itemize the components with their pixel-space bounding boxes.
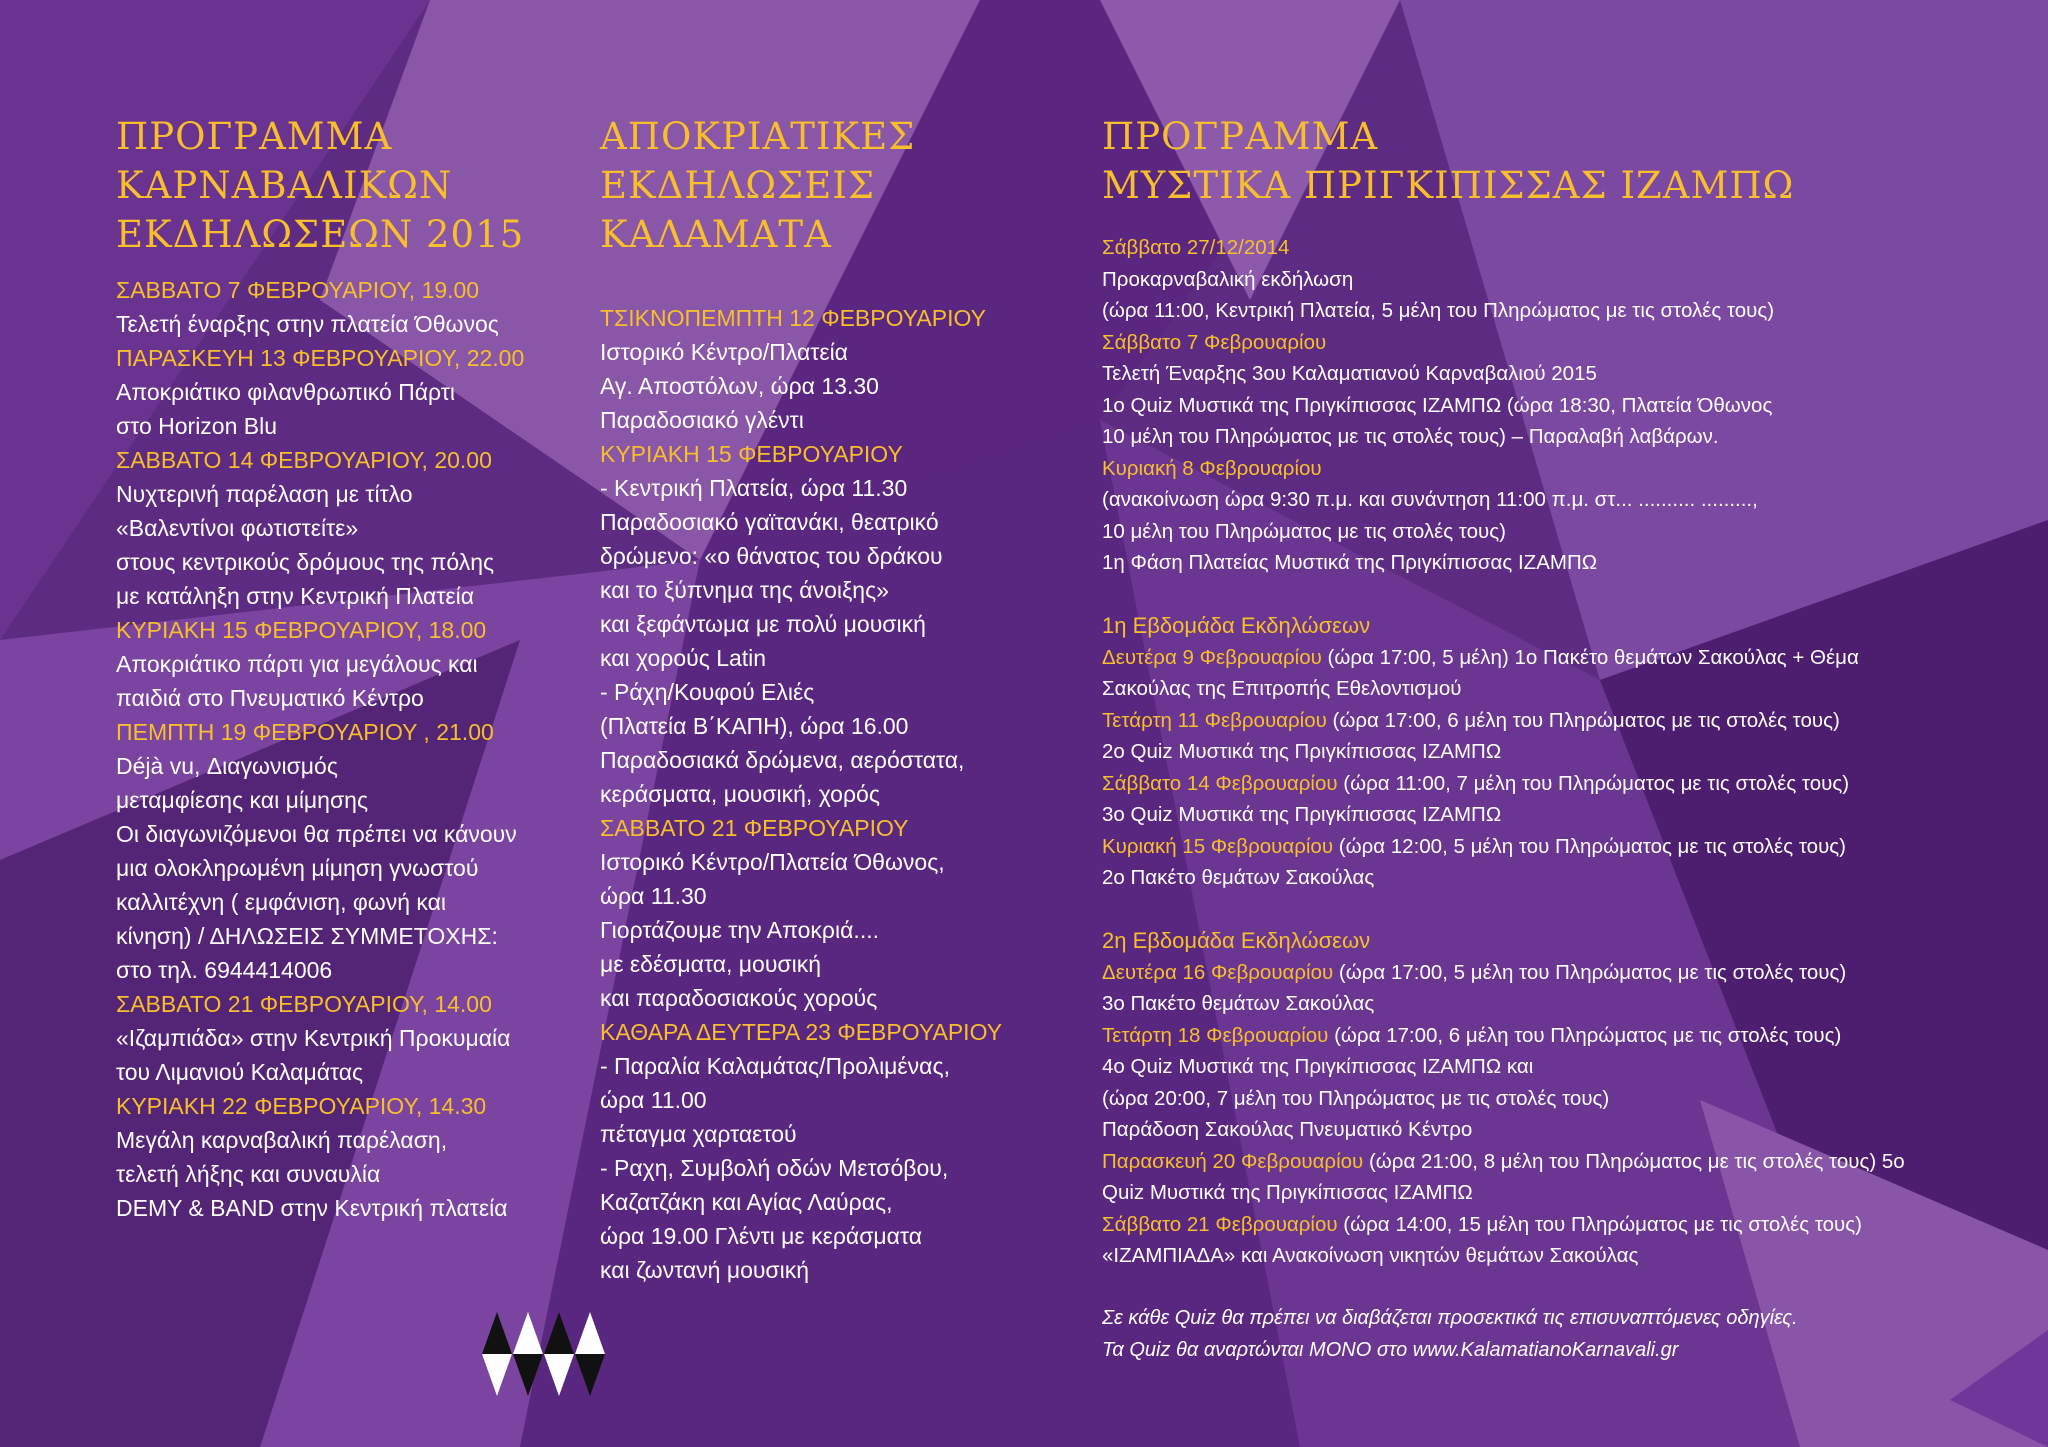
izampo-event-line bbox=[1102, 1114, 2002, 1146]
izampo-event-line bbox=[1102, 988, 2002, 1020]
izampo-event-line bbox=[1102, 1020, 2002, 1052]
izampo-event-line bbox=[1102, 736, 2002, 768]
izampo-event-line bbox=[1102, 390, 2002, 422]
carnival-program-title: ΠΡΟΓΡΑΜΜΑ ΚΑΡΝΑΒΑΛΙΚΩΝ ΕΚΔΗΛΩΣΕΩΝ 2015 bbox=[116, 115, 525, 256]
event-detail-line: στο τηλ. 6944414006 bbox=[116, 957, 333, 983]
event-detail-line: Παραδοσιακό γαϊτανάκι, θεατρικό bbox=[600, 509, 939, 535]
week2-events bbox=[1102, 957, 2002, 1272]
izampo-event-line bbox=[1102, 484, 2002, 516]
izampo-event-line bbox=[1102, 1146, 2002, 1178]
event-date-heading: ΚΑΘΑΡΑ ΔΕΥΤΕΡΑ 23 ΦΕΒΡΟΥΑΡΙΟΥ bbox=[600, 1019, 1003, 1045]
event-detail-line: κίνηση) / ΔΗΛΩΣΕΙΣ ΣΥΜΜΕΤΟΧΗΣ: bbox=[116, 923, 498, 949]
izampo-event-line bbox=[1102, 1240, 2002, 1272]
izampo-event-detail: Τελετή Έναρξης 3ου Καλαματιανού Καρναβαλιού 2015 bbox=[1102, 362, 1597, 385]
event-detail-line: στους κεντρικούς δρόμους της πόλης bbox=[116, 549, 495, 575]
quiz-instructions-note: Σε κάθε Quiz θα πρέπει να διαβάζεται προσεκτικά τις επισυναπτόμενες οδηγίες. bbox=[1102, 1306, 1798, 1329]
carnival-program-list bbox=[116, 273, 576, 1225]
event-detail-line: Déjà vu, Διαγωνισμός bbox=[116, 753, 338, 779]
event-detail-line: Αποκριάτικο φιλανθρωπικό Πάρτι bbox=[116, 379, 455, 405]
izampo-event-detail: (ώρα 17:00, 5 μέλη του Πληρώματος με τις στολές τους) bbox=[1333, 960, 1847, 984]
izampo-event-detail: (ώρα 11:00, 7 μέλη του Πληρώματος με τις στολές τους) bbox=[1337, 771, 1850, 795]
izampo-event-line bbox=[1102, 768, 2002, 800]
izampo-event-line bbox=[1102, 831, 2002, 863]
izampo-event-date: Σάββατο 7 Φεβρουαρίου bbox=[1102, 330, 1327, 354]
event-detail-line: ώρα 19.00 Γλέντι με κεράσματα bbox=[600, 1223, 923, 1249]
izampo-event-line bbox=[1102, 799, 2002, 831]
event-detail-line: Τελετή έναρξης στην πλατεία Όθωνος bbox=[116, 311, 499, 337]
izampo-event-date: Δευτέρα 9 Φεβρουαρίου bbox=[1102, 645, 1322, 669]
izampo-event-detail: 4ο Quiz Μυστικά της Πριγκίπισσας ΙΖΑΜΠΩ και bbox=[1102, 1055, 1534, 1078]
event-detail-line: - Ραχη, Συμβολή οδών Μετσόβου, bbox=[600, 1155, 949, 1181]
izampo-event-line bbox=[1102, 327, 2002, 359]
izampo-event-detail: (ανακοίνωση ώρα 9:30 π.μ. και συνάντηση 11:00 π.μ. στ... .......... ........., bbox=[1102, 488, 1758, 511]
izampo-event-date: Δευτέρα 16 Φεβρουαρίου bbox=[1102, 960, 1334, 984]
event-date-heading: ΚΥΡΙΑΚΗ 15 ΦΕΒΡΟΥΑΡΙΟΥ, 18.00 bbox=[116, 617, 487, 643]
izampo-event-detail: (ώρα 12:00, 5 μέλη του Πληρώματος με τις στολές τους) bbox=[1333, 834, 1846, 858]
event-detail-line: Γιορτάζουμε την Αποκριά.... bbox=[600, 917, 879, 943]
izampo-event-line bbox=[1102, 1083, 2002, 1115]
izampo-program-title: ΠΡΟΓΡΑΜΜΑ ΜΥΣΤΙΚΑ ΠΡΙΓΚΙΠΙΣΣΑΣ ΙΖΑΜΠΩ bbox=[1102, 115, 1795, 207]
event-detail-line: Ιστορικό Κέντρο/Πλατεία Όθωνος, bbox=[600, 849, 945, 875]
izampo-event-date: Κυριακή 15 Φεβρουαρίου bbox=[1102, 834, 1334, 858]
event-detail-line: Παραδοσιακό γλέντι bbox=[600, 407, 804, 433]
event-detail-line: δρώμενο: «ο θάνατος του δράκου bbox=[600, 543, 943, 569]
izampo-event-date: Σάββατο 14 Φεβρουαρίου bbox=[1102, 771, 1338, 795]
event-detail-line: πέταγμα χαρταετού bbox=[600, 1121, 797, 1147]
event-detail-line: Οι διαγωνιζόμενοι θα πρέπει να κάνουν bbox=[116, 821, 517, 847]
izampo-event-detail: (ώρα 21:00, 8 μέλη του Πληρώματος με τις στολές τους) 5ο bbox=[1363, 1149, 1905, 1173]
izampo-event-detail: 2ο Πακέτο θεμάτων Σακούλας bbox=[1102, 866, 1375, 889]
event-date-heading: ΣΑΒΒΑΤΟ 14 ΦΕΒΡΟΥΑΡΙΟΥ, 20.00 bbox=[116, 447, 492, 473]
event-detail-line: DEMY & BAND στην Κεντρική πλατεία bbox=[116, 1195, 508, 1221]
event-detail-line: - Κεντρική Πλατεία, ώρα 11.30 bbox=[600, 475, 908, 501]
kalamata-events-list bbox=[600, 301, 1060, 1287]
event-detail-line: «Βαλεντίνοι φωτιστείτε» bbox=[116, 515, 359, 541]
izampo-event-detail: 3ο Πακέτο θεμάτων Σακούλας bbox=[1102, 992, 1375, 1015]
izampo-event-date: Παρασκευή 20 Φεβρουαρίου bbox=[1102, 1149, 1364, 1173]
izampo-event-detail: 3ο Quiz Μυστικά της Πριγκίπισσας ΙΖΑΜΠΩ bbox=[1102, 803, 1502, 826]
izampo-event-detail: (ώρα 20:00, 7 μέλη του Πληρώματος με τις στολές τους) bbox=[1102, 1086, 1610, 1110]
event-date-heading: ΚΥΡΙΑΚΗ 15 ΦΕΒΡΟΥΑΡΙΟΥ bbox=[600, 441, 903, 467]
izampo-event-line bbox=[1102, 1209, 2002, 1241]
event-date-heading: ΣΑΒΒΑΤΟ 7 ΦΕΒΡΟΥΑΡΙΟΥ, 19.00 bbox=[116, 277, 480, 303]
event-detail-line: - Ράχη/Κουφού Ελιές bbox=[600, 679, 815, 705]
izampo-event-detail: «ΙΖΑΜΠΙΑΔΑ» και Ανακοίνωση νικητών θεμάτων Σακούλας bbox=[1102, 1244, 1639, 1267]
izampo-event-line bbox=[1102, 642, 2002, 674]
izampo-event-line bbox=[1102, 453, 2002, 485]
event-detail-line: μεταμφίεσης και μίμησης bbox=[116, 787, 369, 813]
izampo-event-detail: (ώρα 17:00, 5 μέλη) 1ο Πακέτο θεμάτων Σακούλας + Θέμα bbox=[1321, 645, 1859, 669]
event-detail-line: και παραδοσιακούς χορούς bbox=[600, 985, 878, 1011]
izampo-event-line bbox=[1102, 862, 2002, 894]
event-date-heading: ΠΕΜΠΤΗ 19 ΦΕΒΡΟΥΑΡΙΟΥ , 21.00 bbox=[116, 719, 494, 745]
event-detail-line: στο Horizon Blu bbox=[116, 413, 278, 439]
izampo-event-line bbox=[1102, 516, 2002, 548]
event-detail-line: τελετή λήξης και συναυλία bbox=[116, 1161, 381, 1187]
izampo-event-detail: (ώρα 11:00, Κεντρική Πλατεία, 5 μέλη του Πληρώματος με τις στολές τους) bbox=[1102, 299, 1775, 322]
izampo-event-line bbox=[1102, 957, 2002, 989]
izampo-event-line bbox=[1102, 705, 2002, 737]
izampo-event-date: Κυριακή 8 Φεβρουαρίου bbox=[1102, 456, 1322, 480]
event-date-heading: ΣΑΒΒΑΤΟ 21 ΦΕΒΡΟΥΑΡΙΟΥ bbox=[600, 815, 909, 841]
event-detail-line: (Πλατεία Β΄ΚΑΠΗ), ώρα 16.00 bbox=[600, 713, 909, 739]
izampo-event-detail: (ώρα 14:00, 15 μέλη του Πληρώματος με τις στολές τους) bbox=[1337, 1212, 1862, 1236]
izampo-event-detail: Παράδοση Σακούλας Πνευματικό Κέντρο bbox=[1102, 1118, 1473, 1141]
izampo-event-date: Τετάρτη 11 Φεβρουαρίου bbox=[1102, 708, 1327, 732]
izampo-event-date: Σάββατο 27/12/2014 bbox=[1102, 236, 1290, 259]
event-detail-line: με κατάληξη στην Κεντρική Πλατεία bbox=[116, 583, 475, 609]
event-detail-line: μια ολοκληρωμένη μίμηση γνωστού bbox=[116, 855, 479, 881]
izampo-event-detail: 1ο Quiz Μυστικά της Πριγκίπισσας ΙΖΑΜΠΩ (ώρα 18:30, Πλατεία Όθωνος bbox=[1102, 393, 1773, 417]
izampo-event-detail: 10 μέλη του Πληρώματος με τις στολές τους) bbox=[1102, 519, 1506, 543]
izampo-secrets-column bbox=[1102, 112, 2002, 1366]
izampo-event-detail: 1η Φάση Πλατείας Μυστικά της Πριγκίπισσας ΙΖΑΜΠΩ bbox=[1102, 551, 1598, 574]
event-detail-line: Αγ. Αποστόλων, ώρα 13.30 bbox=[600, 373, 879, 399]
quiz-website-note: Τα Quiz θα αναρτώνται ΜΟΝΟ στο www.KalamatianoKarnavali.gr bbox=[1102, 1338, 1679, 1361]
izampo-event-detail: Quiz Μυστικά της Πριγκίπισσας ΙΖΑΜΠΩ bbox=[1102, 1181, 1473, 1204]
izampo-event-date: Τετάρτη 18 Φεβρουαρίου bbox=[1102, 1023, 1329, 1047]
event-detail-line: - Παραλία Καλαμάτας/Προλιμένας, bbox=[600, 1053, 950, 1079]
izampo-event-line bbox=[1102, 232, 2002, 264]
event-date-heading: ΚΥΡΙΑΚΗ 22 ΦΕΒΡΟΥΑΡΙΟΥ, 14.30 bbox=[116, 1093, 487, 1119]
event-detail-line: ώρα 11.00 bbox=[600, 1087, 707, 1113]
kalamata-events-title: ΑΠΟΚΡΙΑΤΙΚΕΣ ΕΚΔΗΛΩΣΕΙΣ ΚΑΛΑΜΑΤΑ bbox=[600, 115, 916, 256]
event-detail-line: και ξεφάντωμα με πολύ μουσική bbox=[600, 611, 926, 637]
event-detail-line: και χορούς Latin bbox=[600, 645, 767, 671]
izampo-event-detail: (ώρα 17:00, 6 μέλη του Πληρώματος με τις στολές τους) bbox=[1328, 1023, 1842, 1047]
event-date-heading: ΠΑΡΑΣΚΕΥΗ 13 ΦΕΒΡΟΥΑΡΙΟΥ, 22.00 bbox=[116, 345, 525, 371]
carnival-program-column bbox=[116, 112, 576, 1225]
event-detail-line: του Λιμανιού Καλαμάτας bbox=[116, 1059, 364, 1085]
event-detail-line: Μεγάλη καρναβαλική παρέλαση, bbox=[116, 1127, 448, 1153]
izampo-event-line bbox=[1102, 264, 2002, 296]
event-detail-line: και το ξύπνημα της άνοιξης» bbox=[600, 577, 889, 603]
event-detail-line: Αποκριάτικο πάρτι για μεγάλους και bbox=[116, 651, 478, 677]
event-detail-line: «Ιζαμπιάδα» στην Κεντρική Προκυμαία bbox=[116, 1025, 511, 1051]
izampo-event-line bbox=[1102, 547, 2002, 579]
event-detail-line: Παραδοσιακά δρώμενα, αερόστατα, bbox=[600, 747, 965, 773]
event-date-heading: ΣΑΒΒΑΤΟ 21 ΦΕΒΡΟΥΑΡΙΟΥ, 14.00 bbox=[116, 991, 492, 1017]
event-detail-line: και ζωντανή μουσική bbox=[600, 1257, 810, 1283]
izampo-event-line bbox=[1102, 1177, 2002, 1209]
izampo-event-date: Σάββατο 21 Φεβρουαρίου bbox=[1102, 1212, 1338, 1236]
izampo-event-detail: Σακούλας της Επιτροπής Εθελοντισμού bbox=[1102, 677, 1462, 700]
izampo-early-events bbox=[1102, 232, 2002, 579]
week2-heading: 2η Εβδομάδα Εκδηλώσεων bbox=[1102, 927, 1371, 953]
izampo-event-line bbox=[1102, 358, 2002, 390]
izampo-event-line bbox=[1102, 673, 2002, 705]
week1-heading: 1η Εβδομάδα Εκδηλώσεων bbox=[1102, 612, 1371, 638]
event-date-heading: ΤΣΙΚΝΟΠΕΜΠΤΗ 12 ΦΕΒΡΟΥΑΡΙΟΥ bbox=[600, 305, 986, 331]
event-detail-line: ώρα 11.30 bbox=[600, 883, 707, 909]
izampo-event-detail: 2ο Quiz Μυστικά της Πριγκίπισσας ΙΖΑΜΠΩ bbox=[1102, 740, 1502, 763]
event-detail-line: καλλιτέχνη ( εμφάνιση, φωνή και bbox=[116, 889, 447, 915]
izampo-event-line bbox=[1102, 295, 2002, 327]
izampo-event-detail: (ώρα 17:00, 6 μέλη του Πληρώματος με τις στολές τους) bbox=[1326, 708, 1840, 732]
event-detail-line: Καζατζάκη και Αγίας Λαύρας, bbox=[600, 1189, 893, 1215]
izampo-event-detail: Προκαρναβαλική εκδήλωση bbox=[1102, 267, 1354, 291]
event-detail-line: κεράσματα, μουσική, χορός bbox=[600, 781, 880, 807]
event-detail-line: Ιστορικό Κέντρο/Πλατεία bbox=[600, 339, 848, 365]
kalamata-events-column bbox=[600, 112, 1060, 1287]
event-detail-line: παιδιά στο Πνευματικό Κέντρο bbox=[116, 685, 424, 711]
izampo-event-line bbox=[1102, 421, 2002, 453]
week1-events bbox=[1102, 642, 2002, 894]
harlequin-diamonds-logo-icon bbox=[482, 1312, 606, 1396]
izampo-event-detail: 10 μέλη του Πληρώματος με τις στολές τους) – Παραλαβή λαβάρων. bbox=[1102, 425, 1719, 448]
event-detail-line: Νυχτερινή παρέλαση με τίτλο bbox=[116, 481, 413, 507]
event-detail-line: με εδέσματα, μουσική bbox=[600, 951, 822, 977]
izampo-event-line bbox=[1102, 1051, 2002, 1083]
